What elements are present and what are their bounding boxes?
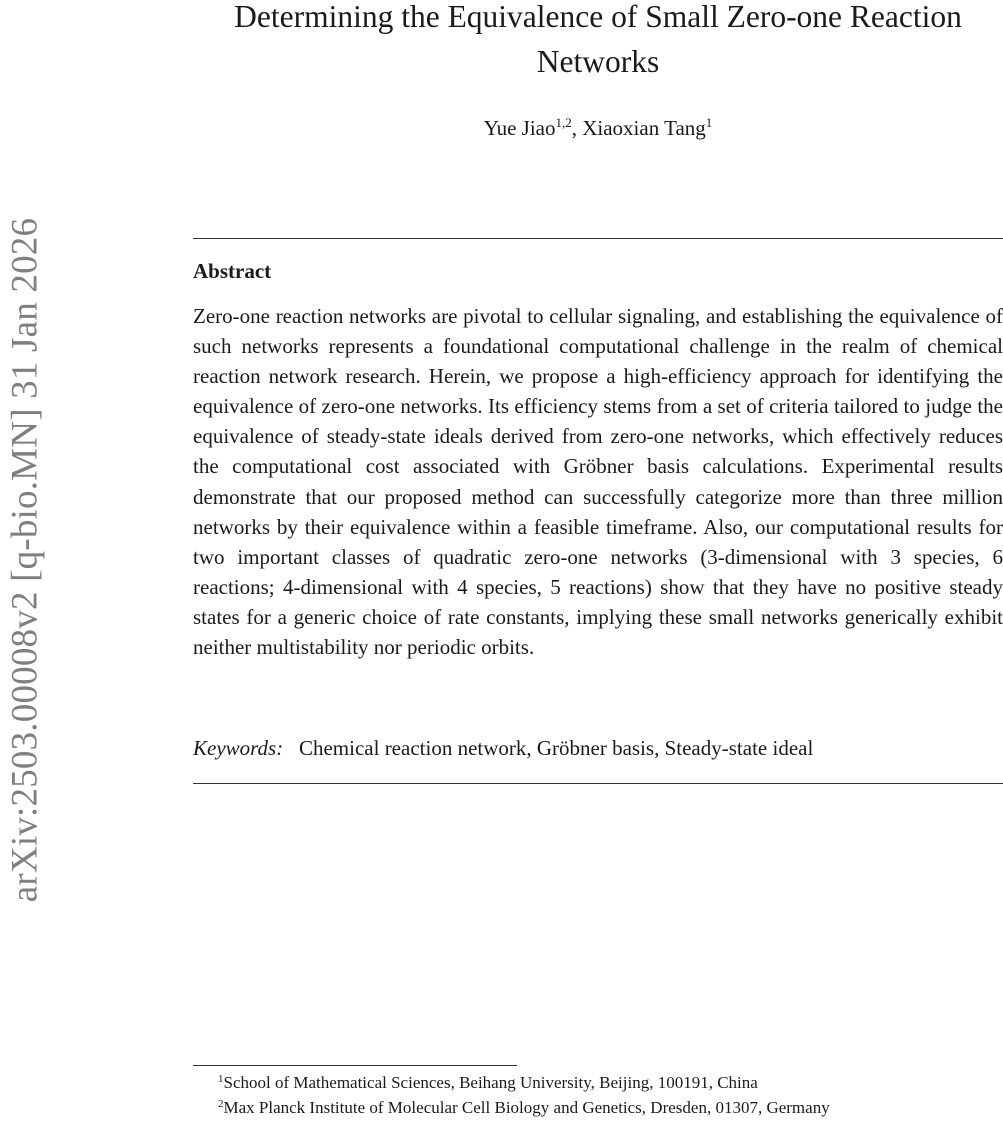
author-separator: , — [571, 116, 583, 140]
arxiv-identifier: arXiv:2503.00008v2 [q-bio.MN] 31 Jan 2026 — [4, 217, 46, 903]
footnote — [193, 1095, 1003, 1120]
author-name: Xiaoxian Tang — [582, 116, 706, 140]
paper-title: Determining the Equivalence of Small Zero-one Reaction Networks — [234, 0, 962, 79]
keywords-label: Keywords: — [193, 736, 284, 760]
author-list — [193, 116, 1003, 141]
keywords-text: Chemical reaction network, Gröbner basis, Steady-state ideal — [298, 736, 814, 760]
author-affiliation-mark: 1 — [705, 115, 713, 130]
abstract-heading: Abstract — [193, 259, 272, 283]
footnote-rule — [193, 1065, 517, 1066]
abstract-text: Zero-one reaction networks are pivotal to cellular signaling, and establishing the equivalence of such networks represents a foundational computational challenge in the realm of chemical reaction network research. Herein, we propose a high-efficiency approach for identifying the equivalence of zero-one networks. Its efficiency stems from a set of criteria tailored to judge the equivalence of steady-state ideals derived from zero-one networks, which effectively reduces the computational cost associated with Gröbner basis calculations. Experimental results demonstrate that our proposed method can successfully categorize more than three million networks by their equivalence within a feasible timeframe. Also, our computational results for two important classes of quadratic zero-one networks (3-dimensional with 3 species, 6 reactions; 4-dimensional with 4 species, 5 reactions) show that they have no positive steady states for a generic choice of rate constants, implying these small networks generically exhibit neither multistability nor periodic orbits. — [193, 304, 1003, 660]
footnote-text: Max Planck Institute of Molecular Cell Biology and Genetics, Dresden, 01307, Germany — [223, 1098, 830, 1117]
abstract-bottom-rule — [193, 783, 1003, 784]
abstract-top-rule — [193, 238, 1003, 239]
author-name: Yue Jiao — [483, 116, 556, 140]
footnotes — [193, 1070, 1003, 1120]
footnote-mark: 1 — [218, 1073, 224, 1085]
footnote-text: School of Mathematical Sciences, Beihang University, Beijing, 100191, China — [223, 1073, 758, 1092]
author-affiliation-mark: 1,2 — [555, 115, 572, 130]
keywords — [193, 736, 813, 761]
footnote — [193, 1070, 1003, 1095]
footnote-mark: 2 — [218, 1098, 224, 1110]
